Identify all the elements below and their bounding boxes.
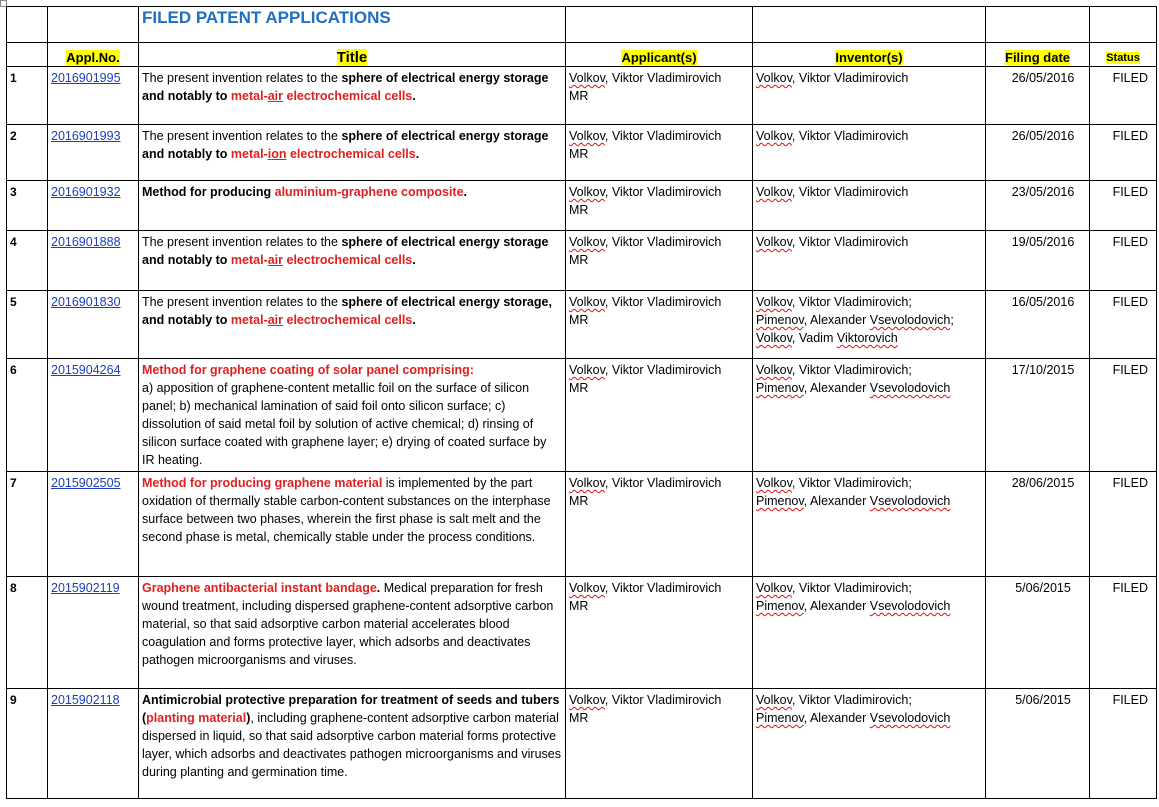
title-text: The present invention relates to the (142, 129, 342, 143)
col-inventor: Inventor(s) (753, 43, 986, 67)
applicant-text: Volkov, Viktor Vladimirovich (569, 476, 722, 490)
applicant-text: Volkov, Viktor Vladimirovich (569, 71, 722, 85)
title-text: sphere of electrical energy storage and notably to (142, 235, 549, 267)
applicant-text: MR (569, 89, 589, 103)
col-filing-date: Filing date (986, 43, 1090, 67)
table-row (7, 472, 1157, 577)
appl-no-link[interactable]: 2015902505 (51, 476, 121, 490)
table-row (7, 125, 1157, 181)
applicant-text: Volkov, Viktor Vladimirovich (569, 235, 722, 249)
title-text: ) (246, 711, 251, 725)
status-cell: FILED (1090, 577, 1157, 689)
title-text: air (267, 253, 284, 267)
appl-no-cell (48, 689, 139, 799)
inventor-text: Pimenov, Alexander Vsevolodovich; (756, 313, 954, 327)
title-row (7, 7, 1157, 43)
title-text: Medical preparation for fresh wound treatment, including dispersed graphene-content adsorptive carbon material, so that said adsorptive carbon material accelerates blood coagulation and forms protective layer, which adsorbs and deactivates pathogen microorganisms and viruses. (142, 581, 554, 667)
applicant-text: MR (569, 203, 589, 217)
table-row (7, 689, 1157, 799)
title-text: metal- (230, 147, 268, 161)
title-cell (139, 577, 566, 689)
filing-date-cell: 26/05/2016 (986, 67, 1090, 125)
row-number: 2 (7, 125, 48, 181)
status-cell: FILED (1090, 231, 1157, 291)
inventor-text: Volkov, Viktor Vladimirovich; (756, 581, 912, 595)
title-cell (139, 67, 566, 125)
row-number: 6 (7, 359, 48, 472)
title-text: electrochemical cells (283, 313, 413, 327)
title-text: metal- (230, 89, 268, 103)
inventor-text: Volkov, Viktor Vladimirovich; (756, 476, 912, 490)
filing-date-cell: 5/06/2015 (986, 689, 1090, 799)
status-cell: FILED (1090, 291, 1157, 359)
status-cell: FILED (1090, 181, 1157, 231)
col-appl-no: Appl.No. (48, 43, 139, 67)
title-cell (139, 125, 566, 181)
inventor-cell (753, 67, 986, 125)
appl-no-cell (48, 125, 139, 181)
inventor-text: Volkov, Viktor Vladimirovich; (756, 295, 912, 309)
applicant-text: MR (569, 599, 589, 613)
applicant-cell (566, 125, 753, 181)
applicant-text: Volkov, Viktor Vladimirovich (569, 295, 722, 309)
title-text: The present invention relates to the (142, 235, 342, 249)
applicant-cell (566, 472, 753, 577)
filing-date-cell: 17/10/2015 (986, 359, 1090, 472)
applicant-cell (566, 181, 753, 231)
appl-no-link[interactable]: 2016901888 (51, 235, 121, 249)
appl-no-link[interactable]: 2015904264 (51, 363, 121, 377)
row-number: 5 (7, 291, 48, 359)
inventor-text: Pimenov, Alexander Vsevolodovich (756, 381, 951, 395)
title-cell (139, 231, 566, 291)
title-text: The present invention relates to the (142, 295, 342, 309)
appl-no-cell (48, 231, 139, 291)
title-text: sphere of electrical energy storage and notably to (142, 71, 549, 103)
status-cell: FILED (1090, 125, 1157, 181)
filing-date-cell: 23/05/2016 (986, 181, 1090, 231)
table-row (7, 577, 1157, 689)
applicant-text: MR (569, 381, 589, 395)
applicant-cell (566, 577, 753, 689)
appl-no-link[interactable]: 2016901830 (51, 295, 121, 309)
title-text: electrochemical cells (283, 89, 413, 103)
row-number: 3 (7, 181, 48, 231)
row-number: 1 (7, 67, 48, 125)
row-number: 9 (7, 689, 48, 799)
applicant-text: Volkov, Viktor Vladimirovich (569, 363, 722, 377)
appl-no-link[interactable]: 2016901995 (51, 71, 121, 85)
status-cell: FILED (1090, 359, 1157, 472)
header-row (7, 43, 1157, 67)
inventor-text: Volkov, Viktor Vladimirovich (756, 235, 909, 249)
title-text: air (267, 89, 284, 103)
patent-table (6, 6, 1157, 799)
title-cell (139, 689, 566, 799)
title-cell (139, 181, 566, 231)
row-number: 8 (7, 577, 48, 689)
appl-no-cell (48, 359, 139, 472)
filing-date-cell: 5/06/2015 (986, 577, 1090, 689)
appl-no-link[interactable]: 2015902119 (51, 581, 120, 595)
applicant-text: MR (569, 711, 589, 725)
title-text: . (412, 253, 416, 267)
appl-no-link[interactable]: 2016901932 (51, 185, 121, 199)
applicant-text: Volkov, Viktor Vladimirovich (569, 129, 722, 143)
inventor-text: Volkov, Vadim Viktorovich (756, 331, 898, 345)
appl-no-cell (48, 577, 139, 689)
inventor-cell (753, 231, 986, 291)
title-text: Method for producing (142, 185, 275, 199)
title-cell (139, 472, 566, 577)
applicant-text: Volkov, Viktor Vladimirovich (569, 693, 722, 707)
document-heading: FILED PATENT APPLICATIONS (139, 7, 566, 43)
filing-date-cell: 16/05/2016 (986, 291, 1090, 359)
table-row (7, 231, 1157, 291)
title-text: Method for producing graphene material (142, 476, 383, 490)
applicant-cell (566, 359, 753, 472)
title-text: . (412, 89, 416, 103)
table-row (7, 181, 1157, 231)
status-cell: FILED (1090, 689, 1157, 799)
table-row (7, 67, 1157, 125)
table-row (7, 291, 1157, 359)
applicant-cell (566, 689, 753, 799)
inventor-text: Pimenov, Alexander Vsevolodovich (756, 599, 951, 613)
title-text: , including graphene-content adsorptive carbon material dispersed in liquid, so that said adsorptive carbon material forms protective layer, which adsorbs and deactivates pathogen microorganisms and viruses during planting and germination time. (142, 711, 561, 779)
applicant-cell (566, 67, 753, 125)
appl-no-link[interactable]: 2016901993 (51, 129, 121, 143)
applicant-text: MR (569, 147, 589, 161)
title-text: metal- (230, 313, 268, 327)
title-text: . (415, 147, 420, 161)
appl-no-cell (48, 472, 139, 577)
title-text: sphere of electrical energy storage, and notably to (142, 295, 552, 327)
appl-no-cell (48, 67, 139, 125)
inventor-cell (753, 689, 986, 799)
title-text: Graphene antibacterial instant bandage (142, 581, 377, 595)
inventor-text: Volkov, Viktor Vladimirovich; (756, 693, 912, 707)
col-title: Title (139, 43, 566, 67)
applicant-cell (566, 291, 753, 359)
appl-no-cell (48, 181, 139, 231)
title-cell (139, 359, 566, 472)
inventor-text: Pimenov, Alexander Vsevolodovich (756, 711, 951, 725)
inventor-cell (753, 359, 986, 472)
table-row (7, 359, 1157, 472)
row-number: 7 (7, 472, 48, 577)
applicant-text: Volkov, Viktor Vladimirovich (569, 581, 722, 595)
inventor-text: Volkov, Viktor Vladimirovich (756, 129, 909, 143)
col-applicant: Applicant(s) (566, 43, 753, 67)
title-text: electrochemical cells (283, 253, 413, 267)
inventor-cell (753, 125, 986, 181)
title-text: The present invention relates to the (142, 71, 342, 85)
row-number: 4 (7, 231, 48, 291)
inventor-text: Volkov, Viktor Vladimirovich (756, 185, 909, 199)
title-text: is implemented by the part oxidation of thermally stable carbon-content substances on the interphase surface between two phases, wherein the first phase is salt melt and the second phase is metal, chemically stable under the process conditions. (142, 476, 551, 544)
inventor-text: Pimenov, Alexander Vsevolodovich (756, 494, 951, 508)
status-cell: FILED (1090, 67, 1157, 125)
title-text: Method for graphene coating of solar panel comprising: (142, 363, 474, 377)
inventor-cell (753, 291, 986, 359)
applicant-cell (566, 231, 753, 291)
inventor-cell (753, 181, 986, 231)
applicant-text: Volkov, Viktor Vladimirovich (569, 185, 722, 199)
title-text: planting material (146, 711, 247, 725)
applicant-text: MR (569, 253, 589, 267)
filing-date-cell: 26/05/2016 (986, 125, 1090, 181)
applicant-text: MR (569, 494, 589, 508)
title-text: electrochemical cells (286, 147, 416, 161)
title-text: . (463, 185, 468, 199)
appl-no-link[interactable]: 2015902118 (51, 693, 120, 707)
title-text: a) apposition of graphene-content metallic foil on the surface of silicon panel; b) mechanical lamination of said foil onto silicon surface; c) dissolution of said metal foil by solution of active chemical; d) rinsing of silicon surface coated with graphene layer; e) drying of coated surface by IR heating. (142, 381, 547, 467)
title-text: metal- (230, 253, 268, 267)
filing-date-cell: 19/05/2016 (986, 231, 1090, 291)
filing-date-cell: 28/06/2015 (986, 472, 1090, 577)
appl-no-cell (48, 291, 139, 359)
title-text: . (376, 581, 384, 595)
applicant-text: MR (569, 313, 589, 327)
inventor-cell (753, 577, 986, 689)
inventor-text: Volkov, Viktor Vladimirovich; (756, 363, 912, 377)
inventor-text: Volkov, Viktor Vladimirovich (756, 71, 909, 85)
title-cell (139, 291, 566, 359)
title-text: aluminium-graphene composite (274, 185, 464, 199)
title-text: air (267, 313, 284, 327)
col-status: Status (1090, 43, 1157, 67)
title-text: Antimicrobial protective preparation for treatment of seeds and tubers ( (142, 693, 560, 725)
inventor-cell (753, 472, 986, 577)
title-text: ion (267, 147, 287, 161)
title-text: . (412, 313, 416, 327)
title-text: sphere of electrical energy storage and notably to (142, 129, 549, 161)
status-cell: FILED (1090, 472, 1157, 577)
